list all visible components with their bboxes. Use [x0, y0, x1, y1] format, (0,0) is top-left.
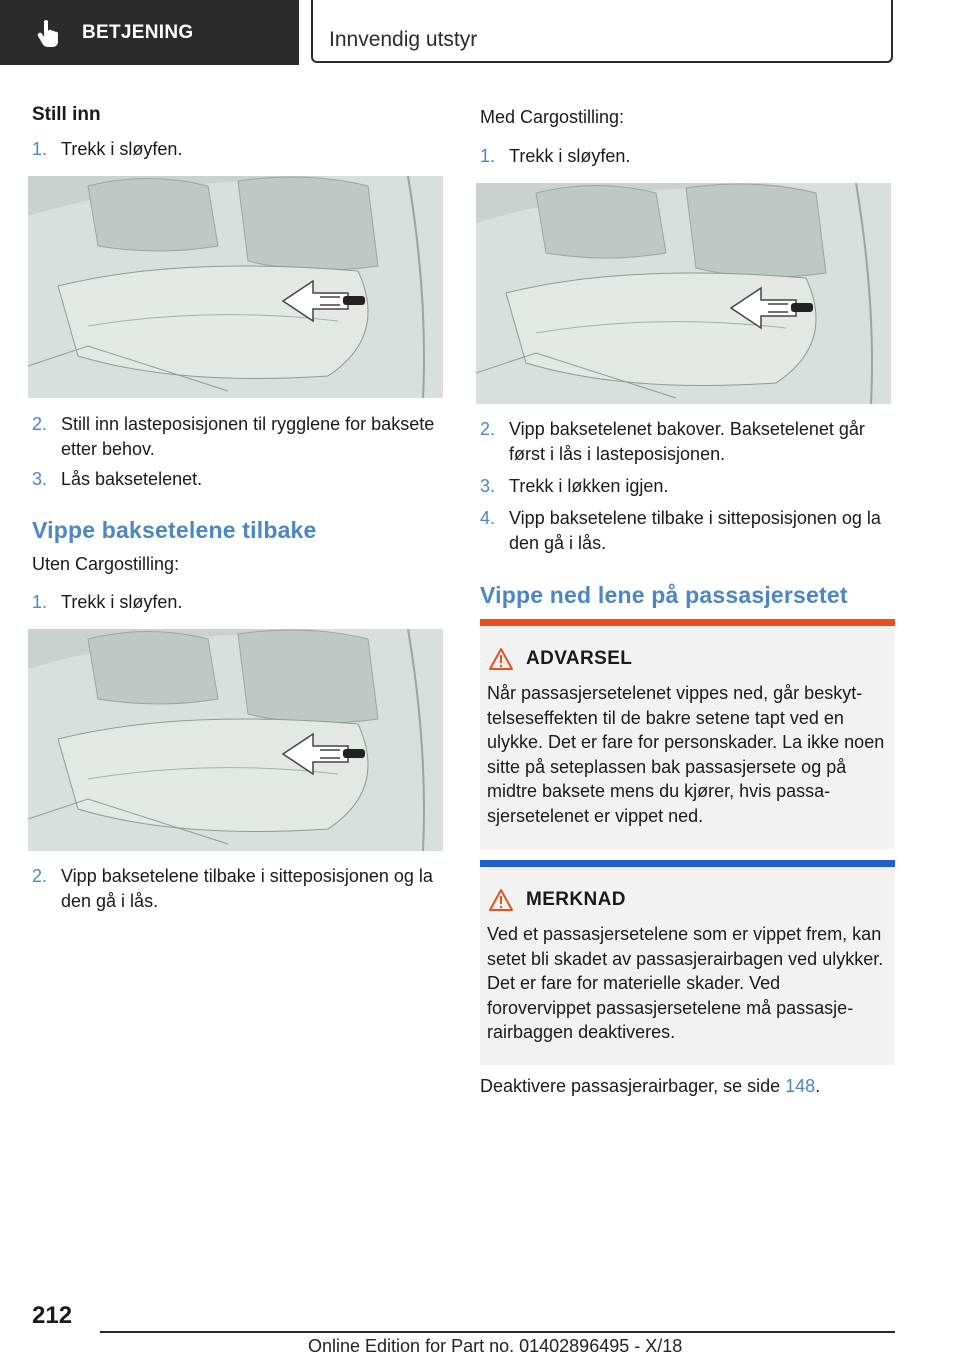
seat-illustration-1 [28, 176, 443, 398]
step-number: 2. [32, 414, 48, 434]
note-box [480, 860, 895, 1065]
chapter-tab[interactable] [0, 0, 299, 65]
step-text: Trekk i løkken igjen. [509, 476, 669, 496]
step-text: Still inn lasteposisjonen til rygglene for baksete etter behov. [61, 414, 435, 459]
note-bar [480, 860, 895, 867]
list-item [32, 412, 444, 462]
heading-vippe-tilbake: Vippe baksetelene tilbake [32, 517, 317, 543]
crossref-end: . [815, 1076, 821, 1096]
step-number: 4. [480, 508, 496, 528]
seat-illustration-3 [476, 183, 891, 404]
warning-bar [480, 619, 895, 626]
warning-triangle-icon [488, 647, 514, 671]
step-text: Vipp baksetelene tilbake i sitteposisjonen og la den gå i lås. [61, 866, 433, 911]
list-item [480, 506, 895, 556]
step-text: Lås baksetelenet. [61, 469, 203, 489]
step-number: 2. [32, 866, 48, 886]
hand-pointer-icon [36, 18, 66, 48]
list-item [32, 590, 444, 615]
note-title: MERKNAD [526, 889, 626, 910]
step-number: 1. [32, 139, 48, 159]
step-text: Trekk i sløyfen. [61, 139, 183, 159]
warning-triangle-icon [488, 888, 514, 912]
note-text: Ved et passasjersetelene som er vippet frem, kan setet bli skadet av passasjerairbagen ved ulykker. Det er fare for materielle skader. Ved forovervippet passasjersetelene må passasjerairbaggen deaktiveres. [487, 924, 884, 1042]
subhead-still-inn: Still inn [32, 104, 101, 125]
list-item [32, 137, 444, 162]
step-number: 2. [480, 419, 496, 439]
warning-title: ADVARSEL [526, 648, 633, 669]
step-number: 3. [480, 476, 496, 496]
seat-illustration-2 [28, 629, 443, 851]
footer-edition: Online Edition for Part no. 01402896495 - X/18 [308, 1336, 683, 1356]
list-item [480, 144, 895, 169]
warning-box [480, 619, 895, 849]
step-text: Trekk i sløyfen. [61, 592, 183, 612]
warning-text: Når passasjersetelenet vippes ned, går beskyttelseseffekten til de bakre setene tapt ved en ulykke. Det er fare for personskader. La ikke noen sitte på seteplassen bak passasjersete og på midtre baksete mens du kjører, hvis passasjersetelenet er vippet ned. [487, 683, 885, 826]
crossref-text: Deaktivere passasjerairbager, se side [480, 1076, 786, 1096]
crossref-paragraph [480, 1074, 895, 1099]
section-header [311, 0, 893, 63]
list-item [480, 474, 895, 499]
step-number: 3. [32, 469, 48, 489]
step-number: 1. [480, 146, 496, 166]
list-item [32, 864, 444, 914]
list-item [32, 467, 444, 492]
step-text: Vipp baksetelene tilbake i sitteposisjonen og la den gå i lås. [509, 508, 881, 553]
intro-med-cargo: Med Cargostilling: [480, 107, 625, 127]
page-number: 212 [32, 1302, 73, 1329]
step-number: 1. [32, 592, 48, 612]
footer-divider [100, 1331, 895, 1333]
step-text: Vipp baksetelenet bakover. Baksetelenet går først i lås i lasteposisjonen. [509, 419, 865, 464]
chapter-label: BETJENING [82, 21, 194, 43]
section-title: Innvendig utstyr [329, 28, 478, 51]
crossref-page-link[interactable]: 148 [785, 1076, 816, 1096]
list-item [480, 417, 895, 467]
heading-vippe-ned: Vippe ned lene på passasjersetet [480, 582, 848, 608]
intro-uten-cargo: Uten Cargostilling: [32, 554, 180, 574]
step-text: Trekk i sløyfen. [509, 146, 631, 166]
